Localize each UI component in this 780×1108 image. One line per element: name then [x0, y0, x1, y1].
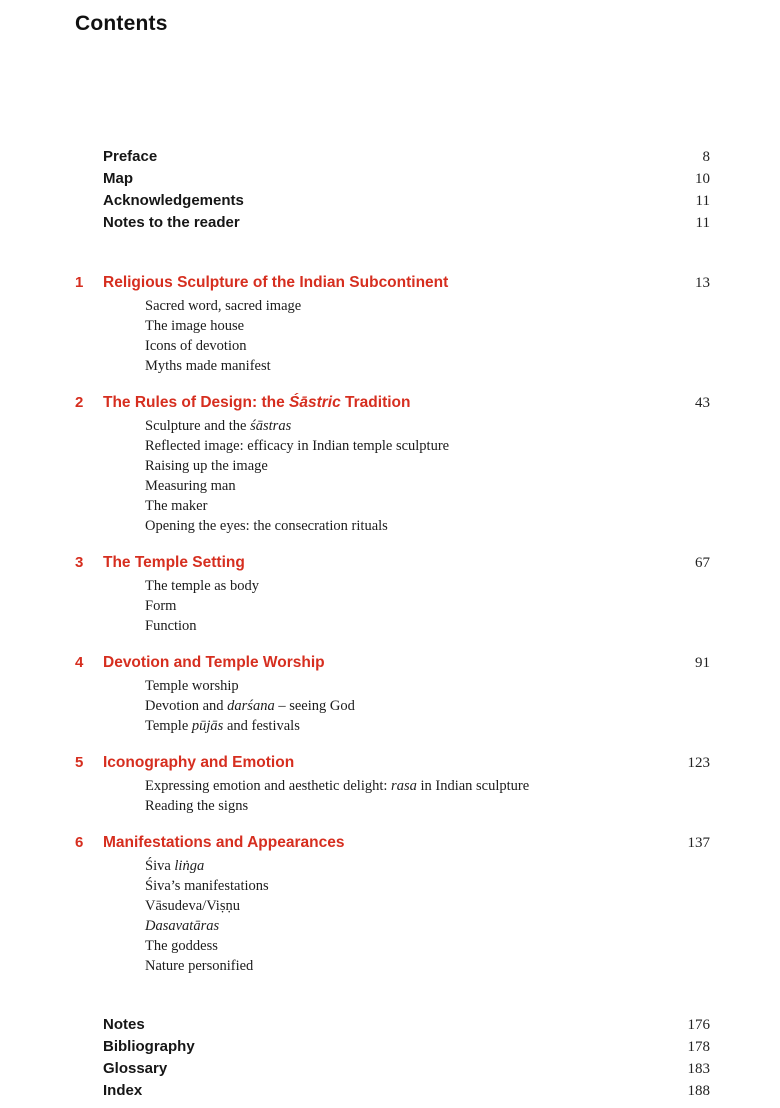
section-item [145, 336, 710, 356]
text-segment: The maker [145, 498, 208, 514]
back-matter-row [75, 1080, 710, 1102]
chapter-heading [75, 752, 710, 774]
section-item [145, 456, 710, 476]
text-segment: Temple [145, 718, 192, 734]
chapter-number: 2 [75, 394, 84, 411]
chapter-sections [145, 676, 710, 736]
back-matter-row [75, 1014, 710, 1036]
section-item [145, 936, 710, 956]
chapter-sections [145, 856, 710, 976]
section-item [145, 716, 710, 736]
chapter-title [103, 652, 695, 674]
front-matter-row [75, 168, 710, 190]
chapter-title [103, 272, 695, 294]
text-segment: Sculpture and the [145, 418, 251, 434]
front-matter-label: Map [103, 170, 133, 187]
section-item [145, 516, 710, 536]
page-title: Contents [75, 12, 168, 35]
text-segment: Myths made manifest [145, 358, 271, 374]
section-item [145, 876, 710, 896]
chapter-heading [75, 832, 710, 854]
section-item [145, 856, 710, 876]
text-segment: Function [145, 618, 197, 634]
chapter-number: 1 [75, 274, 84, 291]
chapter-number: 3 [75, 554, 84, 571]
section-item [145, 676, 710, 696]
text-segment: Śiva’s manifestations [145, 878, 269, 894]
chapter-heading [75, 552, 710, 574]
section-item [145, 416, 710, 436]
page-number: 10 [695, 171, 710, 187]
chapter-entry [75, 552, 710, 636]
section-item [145, 896, 710, 916]
section-item [145, 296, 710, 316]
page-number: 178 [687, 1039, 710, 1055]
front-matter-row [75, 190, 710, 212]
text-segment: Expressing emotion and aesthetic delight: [145, 778, 392, 794]
text-segment: The Rules of Design: the [103, 394, 290, 411]
page-number: 176 [687, 1017, 710, 1033]
back-matter-list [75, 1014, 710, 1102]
section-item [145, 956, 710, 976]
section-item [145, 916, 710, 936]
section-item [145, 436, 710, 456]
front-matter-list [75, 146, 710, 234]
back-matter-label: Index [103, 1082, 143, 1099]
chapter-entry [75, 832, 710, 976]
chapter-title [103, 392, 695, 414]
italic-text-segment: pūjās [191, 718, 224, 734]
back-matter-row [75, 1036, 710, 1058]
chapter-entry [75, 272, 710, 376]
chapter-entry [75, 752, 710, 816]
chapter-heading [75, 272, 710, 294]
text-segment: Reading the signs [145, 798, 249, 814]
chapter-number: 6 [75, 834, 84, 851]
chapter-title [103, 552, 695, 574]
italic-text-segment: liṅga [174, 858, 205, 874]
front-matter-row [75, 212, 710, 234]
text-segment: – seeing God [274, 698, 355, 714]
page-number: 8 [702, 149, 710, 165]
text-segment: Reflected image: efficacy in Indian temple sculpture [145, 438, 450, 454]
text-segment: Tradition [340, 394, 411, 411]
back-matter-label: Bibliography [103, 1038, 195, 1055]
text-segment: Form [145, 598, 177, 614]
page-number: 91 [695, 655, 710, 671]
page-number: 43 [695, 395, 710, 411]
text-segment: The Temple Setting [103, 554, 245, 571]
page-number: 188 [687, 1083, 710, 1099]
page-number: 137 [687, 835, 710, 851]
text-segment: Manifestations and Appearances [103, 834, 345, 851]
page-number: 123 [687, 755, 710, 771]
back-matter-label: Notes [103, 1016, 145, 1033]
section-item [145, 796, 710, 816]
front-matter-label: Notes to the reader [103, 214, 240, 231]
section-item [145, 696, 710, 716]
text-segment: The goddess [145, 938, 218, 954]
text-segment: Iconography and Emotion [103, 754, 295, 771]
front-matter-row [75, 146, 710, 168]
page-number: 13 [695, 275, 710, 291]
text-segment: Nature personified [145, 958, 254, 974]
section-item [145, 496, 710, 516]
chapter-sections [145, 576, 710, 636]
page-number: 11 [695, 193, 710, 209]
text-segment: Temple worship [145, 678, 239, 694]
text-segment: Śiva [145, 858, 175, 874]
chapter-title [103, 832, 688, 854]
italic-text-segment: Śāstric [289, 394, 341, 411]
text-segment: Sacred word, sacred image [145, 298, 302, 314]
page-number: 183 [687, 1061, 710, 1077]
section-item [145, 596, 710, 616]
chapter-sections [145, 776, 710, 816]
text-segment: Raising up the image [145, 458, 268, 474]
italic-text-segment: śāstras [250, 418, 292, 434]
chapter-heading [75, 652, 710, 674]
back-matter-row [75, 1058, 710, 1080]
chapter-list [75, 272, 710, 976]
chapter-heading [75, 392, 710, 414]
page-number: 67 [695, 555, 710, 571]
chapter-title [103, 752, 688, 774]
page-number: 11 [695, 215, 710, 231]
text-segment: Devotion and Temple Worship [103, 654, 325, 671]
section-item [145, 776, 710, 796]
section-item [145, 356, 710, 376]
text-segment: Opening the eyes: the consecration rituals [145, 518, 388, 534]
front-matter-label: Preface [103, 148, 158, 165]
back-matter-label: Glossary [103, 1060, 168, 1077]
text-segment: Vāsudeva/Viṣṇu [145, 898, 240, 914]
chapter-sections [145, 416, 710, 536]
chapter-entry [75, 652, 710, 736]
text-segment: Icons of devotion [145, 338, 247, 354]
text-segment: The image house [145, 318, 245, 334]
chapter-number: 4 [75, 654, 84, 671]
italic-text-segment: Dasavatāras [145, 918, 220, 934]
chapter-number: 5 [75, 754, 84, 771]
text-segment: The temple as body [145, 578, 259, 594]
chapter-sections [145, 296, 710, 376]
text-segment: in Indian sculpture [416, 778, 530, 794]
section-item [145, 576, 710, 596]
front-matter-label: Acknowledgements [103, 192, 244, 209]
italic-text-segment: darśana [227, 698, 275, 714]
section-item [145, 316, 710, 336]
text-segment: and festivals [223, 718, 300, 734]
text-segment: Devotion and [145, 698, 228, 714]
section-item [145, 476, 710, 496]
text-segment: Measuring man [145, 478, 236, 494]
italic-text-segment: rasa [391, 778, 417, 794]
chapter-entry [75, 392, 710, 536]
section-item [145, 616, 710, 636]
text-segment: Religious Sculpture of the Indian Subcontinent [103, 274, 449, 291]
